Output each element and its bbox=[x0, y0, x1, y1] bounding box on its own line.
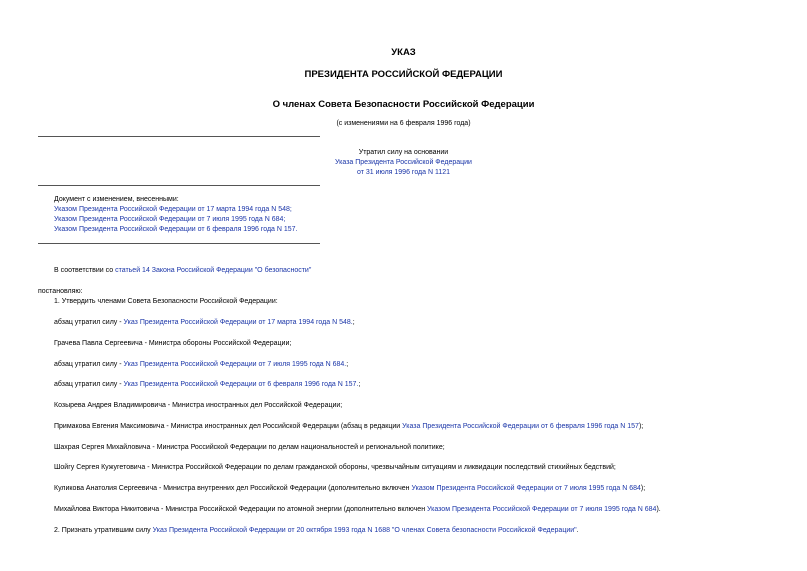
invalidation-text: Утратил силу на основании bbox=[358, 149, 449, 156]
preamble bbox=[54, 266, 311, 276]
preamble-text: В соответствии со bbox=[54, 267, 116, 274]
paragraph-line bbox=[54, 339, 291, 349]
paragraph-punct: ; bbox=[346, 361, 349, 368]
paragraph-line bbox=[54, 360, 348, 370]
title-ukaz: УКАЗ bbox=[391, 47, 416, 58]
paragraph-text: 2. Признать утратившим силу bbox=[54, 527, 153, 534]
paragraph-line bbox=[54, 443, 445, 453]
paragraph-line bbox=[54, 484, 645, 494]
invalidation-link[interactable]: Указа Президента Российской Федерации bbox=[335, 159, 472, 166]
divider bbox=[38, 185, 320, 186]
paragraph-line bbox=[54, 526, 579, 536]
divider bbox=[38, 136, 320, 137]
decree-link[interactable]: Указом Президента Российской Федерации от 7 июля 1995 года N 684 bbox=[411, 485, 641, 492]
paragraph-text: Шахрая Сергея Михайловича - Министра Российской Федерации по делам национальностей и региональной политике; bbox=[54, 444, 445, 451]
paragraph-text: Примакова Евгения Максимовича - Министра иностранных дел Российской Федерации (абзац в редакции bbox=[54, 423, 403, 430]
decree-link[interactable]: Указ Президента Российской Федерации от 20 октября 1993 года N 1688 "О членах Совета безопасности Российской Федерации" bbox=[152, 527, 577, 534]
paragraph-text: абзац утратил силу - bbox=[54, 361, 124, 368]
paragraph-line bbox=[54, 505, 661, 515]
paragraph-punct: ); bbox=[638, 423, 644, 430]
paragraph-line bbox=[54, 380, 360, 390]
paragraph-text: абзац утратил силу - bbox=[54, 381, 124, 388]
divider bbox=[38, 243, 320, 244]
paragraph-punct: ; bbox=[358, 381, 361, 388]
changes-block bbox=[54, 195, 298, 235]
invalidation-link-date[interactable]: от 31 июля 1996 года N 1121 bbox=[356, 169, 451, 176]
decree-link[interactable]: Указ Президента Российской Федерации от 6 февраля 1996 года N 157. bbox=[123, 381, 359, 388]
paragraph-line bbox=[54, 463, 616, 473]
paragraph-line bbox=[54, 318, 355, 328]
amendment-note: (с изменениями на 6 февраля 1996 года) bbox=[336, 120, 471, 127]
paragraph-text: Шойгу Сергея Кужугетовича - Министра Российской Федерации по делам гражданской обороны, чрезвычайным ситуациям и ликвидации последствий стихийных бедствий; bbox=[54, 464, 616, 471]
paragraph-punct: ; bbox=[352, 319, 355, 326]
paragraph-text: абзац утратил силу - bbox=[54, 319, 124, 326]
decree-link[interactable]: Указа Президента Российской Федерации от 6 февраля 1996 года N 157 bbox=[402, 423, 639, 430]
law-link[interactable]: статьей 14 Закона Российской Федерации "О безопасности" bbox=[115, 267, 312, 274]
changes-intro: Документ с изменением, внесенными: bbox=[54, 196, 179, 203]
decree-link[interactable]: Указ Президента Российской Федерации от 7 июля 1995 года N 684. bbox=[123, 361, 347, 368]
paragraph-punct: ); bbox=[640, 485, 646, 492]
item-1: 1. Утвердить членами Совета Безопасности Российской Федерации: bbox=[54, 298, 278, 305]
paragraph-line bbox=[54, 422, 643, 432]
change-link-3[interactable]: Указом Президента Российской Федерации от 6 февраля 1996 года N 157. bbox=[54, 226, 298, 233]
decree-link[interactable]: Указ Президента Российской Федерации от 17 марта 1994 года N 548. bbox=[123, 319, 353, 326]
change-link-2[interactable]: Указом Президента Российской Федерации от 7 июля 1995 года N 684; bbox=[54, 216, 286, 223]
paragraph-text: Грачева Павла Сергеевича - Министра обороны Российской Федерации; bbox=[54, 340, 292, 347]
paragraph-text: Михайлова Виктора Никитовича - Министра Российской Федерации по атомной энергии (дополнительно включен bbox=[54, 506, 428, 513]
paragraph-line bbox=[54, 401, 342, 411]
title-president: ПРЕЗИДЕНТА РОССИЙСКОЙ ФЕДЕРАЦИИ bbox=[304, 69, 503, 80]
decree-word: постановляю: bbox=[38, 288, 83, 295]
change-link-1[interactable]: Указом Президента Российской Федерации от 17 марта 1994 года N 548; bbox=[54, 206, 292, 213]
paragraph-punct: ). bbox=[656, 506, 661, 513]
invalidation-block bbox=[0, 148, 807, 178]
paragraph-punct: . bbox=[576, 527, 579, 534]
paragraph-text: Козырева Андрея Владимировича - Министра иностранных дел Российской Федерации; bbox=[54, 402, 343, 409]
paragraph-text: Куликова Анатолия Сергеевича - Министра внутренних дел Российской Федерации (дополнительно включен bbox=[54, 485, 412, 492]
document-subtitle: О членах Совета Безопасности Российской Федерации bbox=[272, 99, 535, 110]
decree-link[interactable]: Указом Президента Российской Федерации от 7 июля 1995 года N 684 bbox=[427, 506, 657, 513]
